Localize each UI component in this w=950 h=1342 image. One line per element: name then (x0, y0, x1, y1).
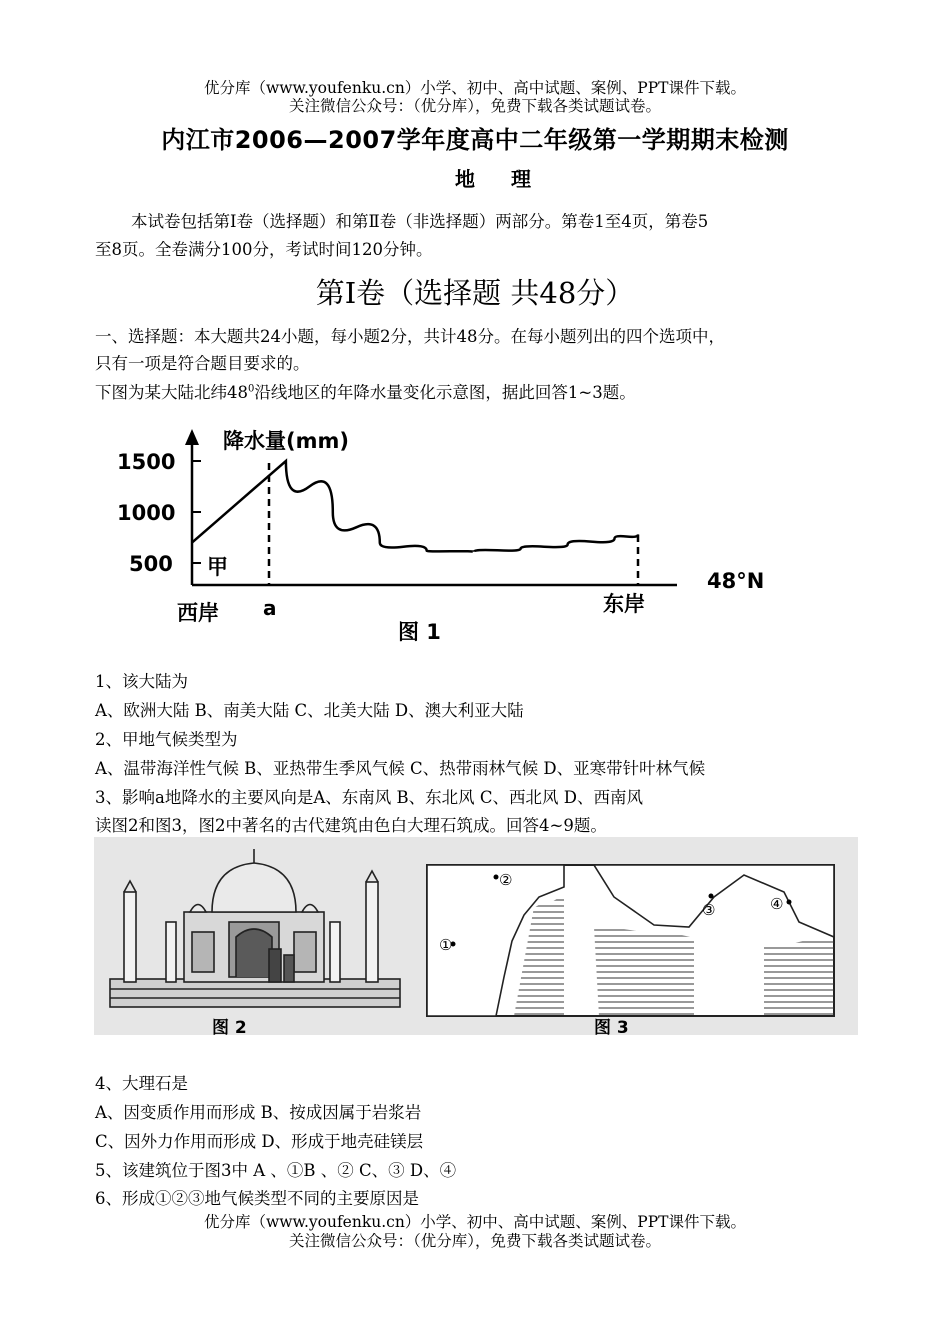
subject-title: 地理 (455, 167, 567, 191)
question-4: 4、大理石是 (95, 1074, 188, 1093)
instructions-line1: 一、选择题：本大题共24小题，每小题2分，共计48分。在每小题列出的四个选项中， (95, 327, 725, 346)
question-1-options: A、欧洲大陆 B、南美大陆 C、北美大陆 D、澳大利亚大陆 (95, 701, 524, 720)
figure1-precipitation-chart (105, 425, 805, 650)
marker-2-label: ② (499, 871, 513, 889)
marker-1-label: ① (439, 936, 453, 954)
figure1-intro-pre: 下图为某大陆北纬48 (95, 383, 248, 402)
label-west-coast: 西岸 (177, 601, 219, 625)
question-2-options: A、温带海洋性气候 B、亚热带生季风气候 C、热带雨林气候 D、亚寒带针叶林气候 (95, 759, 706, 778)
figure3-map (427, 865, 834, 1016)
intro-line1: 本试卷包括第Ⅰ卷（选择题）和第Ⅱ卷（非选择题）两部分。第卷1至4页，第卷5 (131, 212, 709, 231)
precipitation-series-line (192, 461, 638, 552)
y-axis-title: 降水量(mm) (223, 429, 349, 453)
question-5: 5、该建筑位于图3中 A 、①B 、② C、③ D、④ (95, 1161, 457, 1180)
marker-3-dot (709, 894, 714, 899)
marker-4-label: ④ (770, 895, 784, 913)
figure3-caption: 图 3 (594, 1018, 629, 1035)
section-title: 第Ⅰ卷（选择题 共48分） (315, 276, 635, 310)
question-3: 3、影响a地降水的主要风向是A、东南风 B、东北风 C、西北风 D、西南风 (95, 788, 643, 807)
question-2: 2、甲地气候类型为 (95, 730, 238, 749)
figure2-3-panel (94, 837, 858, 1035)
question-1: 1、该大陆为 (95, 672, 188, 691)
figure1-caption: 图 1 (398, 620, 441, 644)
label-jia: 甲 (207, 555, 228, 579)
figure1-intro-post: 沿线地区的年降水量变化示意图，据此回答1~3题。 (254, 383, 636, 402)
label-a: a (263, 596, 277, 620)
watermark-header-line1: 优分库（www.youfenku.cn）小学、初中、高中试题、案例、PPT课件下载。 (203, 79, 747, 97)
marker-2-dot (494, 875, 499, 880)
question-4-options-ab: A、因变质作用而形成 B、按成因属于岩浆岩 (95, 1103, 422, 1122)
watermark-header-line2: 关注微信公众号：（优分库），免费下载各类试题试卷。 (288, 97, 661, 115)
figure1-intro (95, 379, 636, 403)
question-4-options-cd: C、因外力作用而形成 D、形成于地壳硅镁层 (95, 1132, 424, 1151)
label-east-coast: 东岸 (603, 592, 645, 616)
y-tick-label-1500: 1500 (117, 450, 176, 474)
watermark-footer-line1: 优分库（www.youfenku.cn）小学、初中、高中试题、案例、PPT课件下载。 (203, 1213, 747, 1231)
figure2-caption: 图 2 (212, 1018, 247, 1035)
figure23-intro: 读图2和图3，图2中著名的古代建筑由色白大理石筑成。回答4~9题。 (95, 816, 607, 835)
label-latitude: 48°N (707, 569, 765, 593)
intro-line2: 至8页。全卷满分100分，考试时间120分钟。 (95, 240, 433, 259)
watermark-footer-line2: 关注微信公众号：（优分库），免费下载各类试题试卷。 (288, 1232, 661, 1250)
exam-title: 内江市2006—2007学年度高中二年级第一学期期末检测 (161, 126, 789, 154)
instructions-line2: 只有一项是符合题目要求的。 (95, 354, 310, 373)
y-tick-label-500: 500 (129, 552, 173, 576)
marker-4-dot (787, 900, 792, 905)
marker-3-label: ③ (702, 901, 716, 919)
y-axis-arrow (185, 429, 199, 445)
question-6: 6、形成①②③地气候类型不同的主要原因是 (95, 1189, 419, 1208)
figure1-intro-sup: 0 (248, 383, 255, 395)
y-tick-label-1000: 1000 (117, 501, 176, 525)
